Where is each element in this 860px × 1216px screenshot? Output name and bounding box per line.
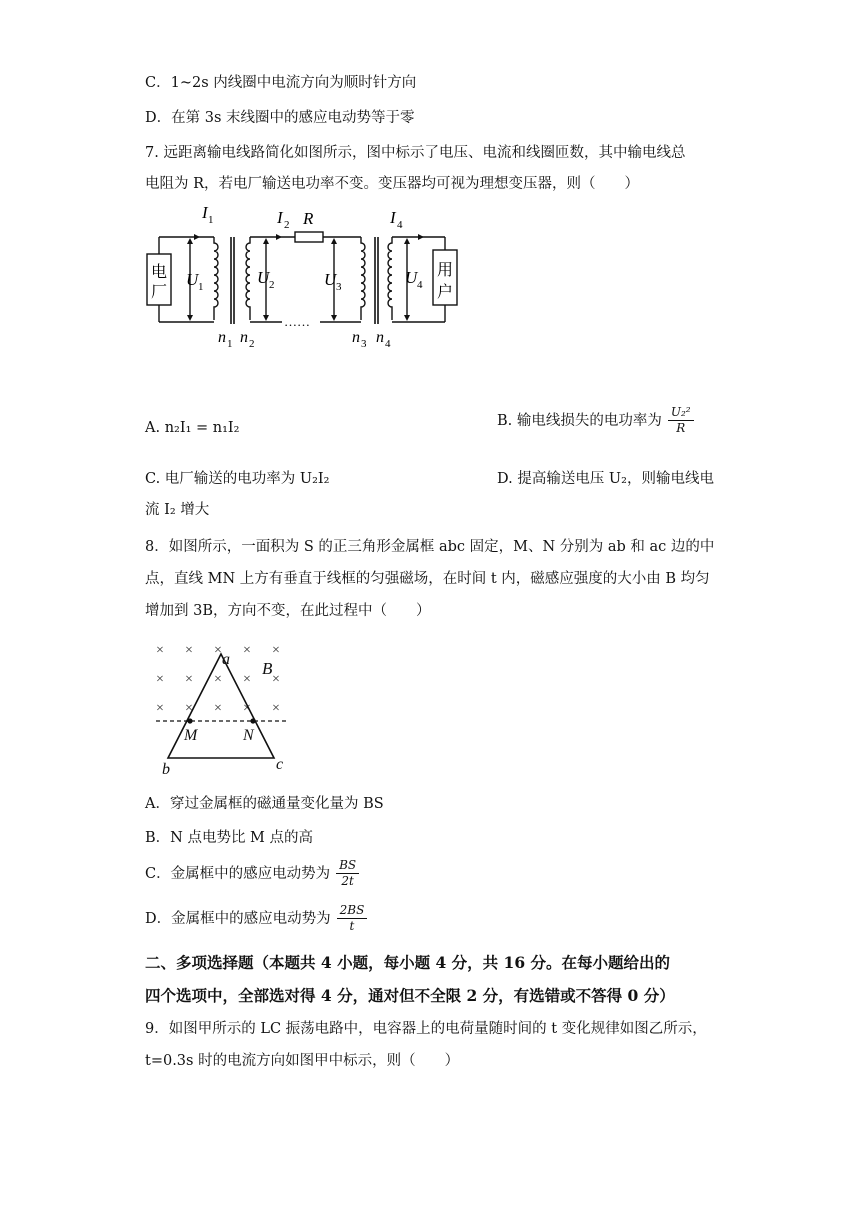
cross-r3c1: × — [156, 701, 164, 716]
cross-r2c3: × — [214, 672, 222, 687]
label-i1-sub: 1 — [208, 214, 214, 226]
label-n2-sub: 2 — [249, 338, 255, 350]
q7-option-a: A. n₂I₁ = n₁I₂ — [145, 420, 240, 436]
q8-option-c-numerator: BS — [336, 858, 359, 874]
label-u3: U — [324, 270, 337, 289]
field-b: B — [262, 659, 273, 678]
vertex-a: a — [222, 651, 230, 668]
q8-triangle-figure — [150, 638, 310, 778]
cross-r2c4: × — [243, 672, 251, 687]
cross-r1c5: × — [272, 643, 280, 658]
label-i2-sub: 2 — [284, 219, 290, 231]
vertex-c: c — [276, 756, 284, 773]
q8-stem-line2: 点，直线 MN 上方有垂直于线框的匀强磁场，在时间 t 内，磁感应强度的大小由 B 均匀 — [145, 571, 710, 587]
label-u2: U — [257, 268, 270, 287]
q7-option-b-numerator: U₂² — [668, 405, 694, 421]
q7-dots: …… — [284, 314, 310, 329]
label-u3-sub: 3 — [336, 281, 342, 293]
label-i1: I — [202, 203, 208, 222]
label-i4: I — [390, 208, 396, 227]
q8-option-c-denominator: 2t — [341, 874, 354, 888]
q7-stem-line1: 7. 远距离输电线路简化如图所示，图中标示了电压、电流和线圈匝数，其中输电线总 — [145, 145, 686, 161]
q9-stem-line2: t=0.3s 时的电流方向如图甲中标示，则（ ） — [145, 1053, 460, 1069]
cross-r3c2: × — [185, 701, 193, 716]
cross-r2c5: × — [272, 672, 280, 687]
q7-option-d-line1: D. 提高输送电压 U₂，则输电线电 — [497, 471, 714, 487]
q8-option-c — [145, 858, 359, 889]
q8-option-d — [145, 903, 367, 934]
q8-option-d-denominator: t — [349, 919, 355, 933]
cross-r3c5: × — [272, 701, 280, 716]
q8-option-d-fraction — [337, 903, 368, 934]
label-n2: n — [240, 329, 248, 346]
label-r: R — [303, 209, 314, 228]
label-u1-sub: 1 — [198, 281, 204, 293]
section2-heading-line1: 二、多项选择题（本题共 4 小题，每小题 4 分，共 16 分。在每小题给出的 — [145, 953, 671, 972]
label-u1: U — [186, 270, 199, 289]
q8-option-b: B．N 点电势比 M 点的高 — [145, 830, 314, 846]
label-n3-sub: 3 — [361, 338, 367, 350]
q7-option-b-fraction — [668, 405, 694, 436]
point-n: N — [243, 727, 254, 744]
section2-heading-line2: 四个选项中，全部选对得 4 分，通对但不全限 2 分，有选错或不答得 0 分） — [145, 986, 675, 1005]
label-n3: n — [352, 329, 360, 346]
label-plant-1: 电 — [151, 264, 168, 281]
label-n1-sub: 1 — [227, 338, 233, 350]
q7-option-d-line2: 流 I₂ 增大 — [145, 502, 210, 518]
q8-option-d-text: D．金属框中的感应电动势为 — [145, 910, 331, 927]
q8-option-a: A．穿过金属框的磁通量变化量为 BS — [145, 796, 384, 812]
vertex-b: b — [162, 761, 170, 778]
cross-r1c1: × — [156, 643, 164, 658]
label-plant-2: 厂 — [151, 284, 168, 301]
label-u2-sub: 2 — [269, 279, 275, 291]
q7-stem-line2: 电阻为 R，若电厂输送电功率不变。变压器均可视为理想变压器，则（ ） — [145, 176, 640, 192]
label-u4: U — [405, 268, 418, 287]
cross-r2c1: × — [156, 672, 164, 687]
q7-option-b-denominator: R — [676, 421, 686, 435]
label-user-2: 户 — [437, 284, 454, 301]
q8-option-c-text: C．金属框中的感应电动势为 — [145, 865, 331, 882]
label-i2: I — [277, 208, 283, 227]
cross-r2c2: × — [185, 672, 193, 687]
q7-option-c: C. 电厂输送的电功率为 U₂I₂ — [145, 471, 330, 487]
q6-option-c: C．1~2s 内线圈中电流方向为顺时针方向 — [145, 75, 417, 91]
q8-option-c-fraction — [336, 858, 359, 889]
cross-r3c4: × — [243, 701, 251, 716]
cross-r1c4: × — [243, 643, 251, 658]
label-i4-sub: 4 — [397, 219, 403, 231]
label-n4: n — [376, 329, 384, 346]
q7-option-b — [497, 405, 694, 436]
q8-option-d-numerator: 2BS — [337, 903, 368, 919]
cross-r1c2: × — [185, 643, 193, 658]
q6-option-d: D．在第 3s 末线圈中的感应电动势等于零 — [145, 110, 415, 126]
cross-r1c3: × — [214, 643, 222, 658]
q9-stem-line1: 9．如图甲所示的 LC 振荡电路中，电容器上的电荷量随时间的 t 变化规律如图乙所示， — [145, 1021, 707, 1037]
q7-circuit-figure — [142, 200, 454, 360]
label-n4-sub: 4 — [385, 338, 391, 350]
q8-stem-line1: 8．如图所示，一面积为 S 的正三角形金属框 abc 固定，M、N 分别为 ab 和 ac 边的中 — [145, 539, 715, 555]
label-u4-sub: 4 — [417, 279, 423, 291]
cross-r3c3: × — [214, 701, 222, 716]
label-user-1: 用 — [437, 262, 454, 279]
q8-stem-line3: 增加到 3B，方向不变，在此过程中（ ） — [145, 603, 431, 619]
label-n1: n — [218, 329, 226, 346]
point-m: M — [184, 727, 198, 744]
q7-option-b-text: B. 输电线损失的电功率为 — [497, 412, 662, 429]
